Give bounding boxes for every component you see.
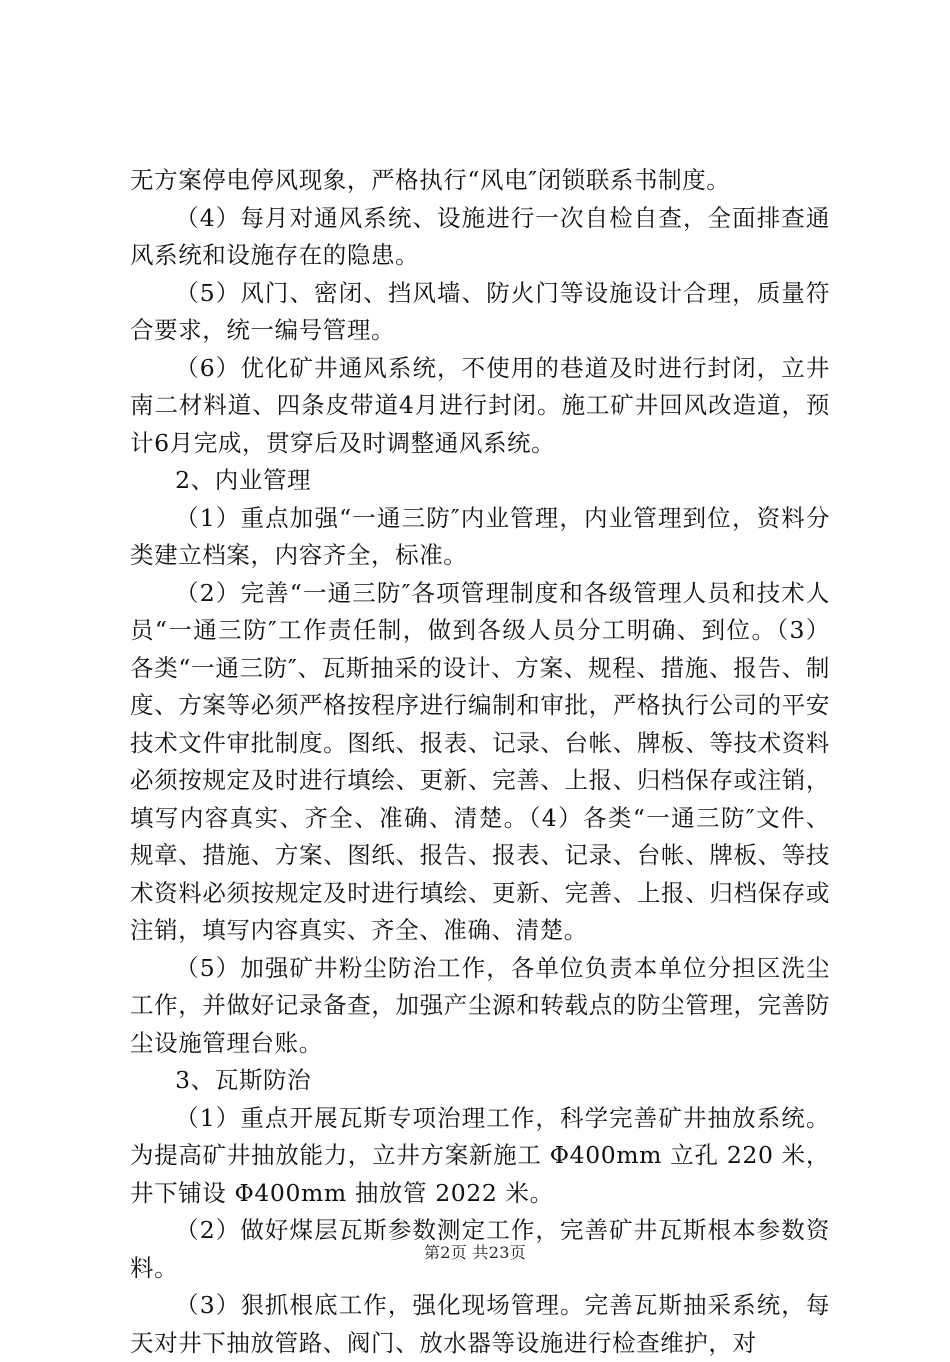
document-body — [130, 162, 830, 1362]
paragraph-continuation: 无方案停电停风现象，严格执行“风电″闭锁联系书制度。 — [130, 166, 731, 194]
paragraph-item-2-3-4: （2）完善“一通三防″各项管理制度和各级管理人员和技术人员“一通三防″工作责任制，做到各级人员分工明确、到位。（3）各类“一通三防″、瓦斯抽采的设计、方案、规程、措施、报告、制度、方案等必须严格按程序进行编制和审批，严格执行公司的平安技术文件审批制度。图纸、报表、记录、台帐、牌板、等技术资料必须按规定及时进行填绘、更新、完善、上报、归档保存或注销，填写内容真实、齐全、准确、清楚。（4）各类“一通三防″文件、规章、措施、方案、图纸、报告、报表、记录、台帐、牌板、等技术资料必须按规定及时进行填绘、更新、完善、上报、归档保存或注销，填写内容真实、齐全、准确、清楚。 — [130, 578, 830, 944]
page-number-label: 第2页 共23页 — [423, 1243, 527, 1262]
paragraph-item-5-dust: （5）加强矿井粉尘防治工作，各单位负责本单位分担区洗尘工作，并做好记录备查，加强产尘源和转载点的防尘管理，完善防尘设施管理台账。 — [130, 953, 830, 1057]
paragraph-item-5: （5）风门、密闭、挡风墙、防火门等设施设计合理，质量符合要求，统一编号管理。 — [130, 278, 830, 344]
paragraph-gas-item-2: （2）做好煤层瓦斯参数测定工作，完善矿井瓦斯根本参数资料。 — [130, 1216, 830, 1282]
paragraph-gas-item-3: （3）狠抓根底工作，强化现场管理。完善瓦斯抽采系统，每天对井下抽放管路、阀门、放水器等设施进行检查维护，对 — [130, 1291, 830, 1357]
paragraph-item-4: （4）每月对通风系统、设施进行一次自检自查，全面排查通风系统和设施存在的隐患。 — [130, 203, 830, 269]
section-heading-gas-prevention: 3、瓦斯防治 — [175, 1066, 312, 1094]
page-footer — [0, 1240, 950, 1263]
section-heading-internal-management: 2、内业管理 — [175, 466, 312, 494]
paragraph-gas-item-1: （1）重点开展瓦斯专项治理工作，科学完善矿井抽放系统。为提高矿井抽放能力，立井方案新施工 Φ400mm 立孔 220 米，井下铺设 Φ400mm 抽放管 2022 米。 — [130, 1103, 830, 1207]
paragraph-item-6: （6）优化矿井通风系统，不使用的巷道及时进行封闭，立井南二材料道、四条皮带道4月进行封闭。施工矿井回风改造道，预计6月完成，贯穿后及时调整通风系统。 — [130, 353, 830, 457]
paragraph-item-1: （1）重点加强“一通三防″内业管理，内业管理到位，资料分类建立档案，内容齐全，标准。 — [130, 503, 830, 569]
